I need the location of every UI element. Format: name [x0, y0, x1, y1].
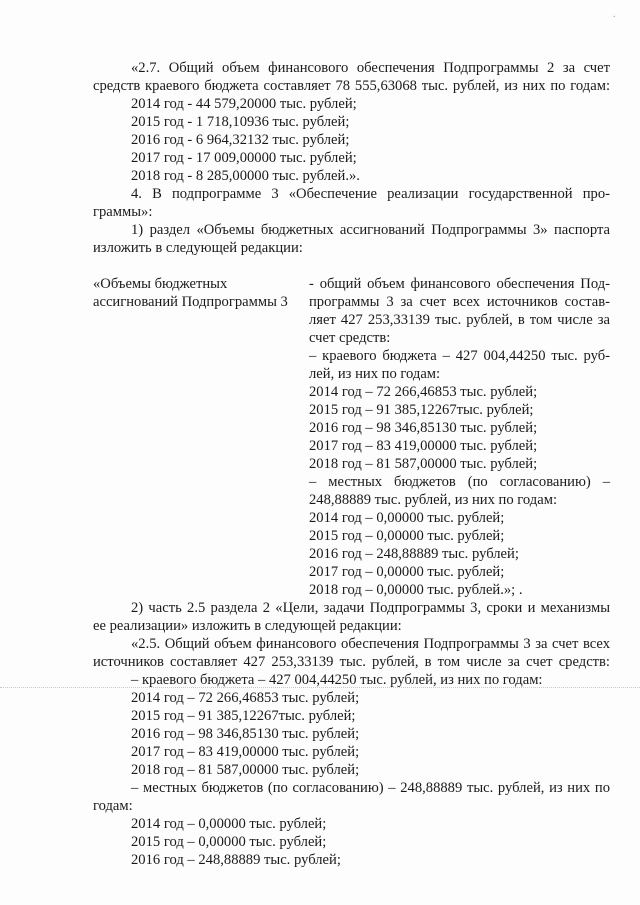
table-right-line: счет средств: [309, 330, 391, 346]
paragraph-2-7-line-2: средств краевого бюджета составляет 78 555,63068 тыс. рублей, из них по годам: [93, 78, 610, 94]
item-4-line-2: граммы»: [93, 204, 153, 220]
local-budget-line-2: годам: [93, 798, 133, 814]
paragraph-2-5-line-2: источников составляет 427 253,33139 тыс. рублей, в том числе за счет средств: [93, 654, 610, 670]
table-right-line: программы 3 за счет всех источников состав- [309, 294, 610, 310]
year-line: 2015 год – 0,00000 тыс. рублей; [131, 834, 327, 850]
paragraph-2-5-line-3: – краевого бюджета – 427 004,44250 тыс. рублей, из них по годам: [131, 672, 543, 688]
table-right-line: – местных бюджетов (по согласованию) – [309, 474, 610, 490]
paragraph-2-7-line-1: «2.7. Общий объем финансового обеспечения Подпрограммы 2 за счет [131, 60, 610, 76]
year-line: 2014 год – 72 266,46853 тыс. рублей; [131, 690, 360, 706]
year-line: 2014 год - 44 579,20000 тыс. рублей; [131, 96, 357, 112]
year-line: 2016 год - 6 964,32132 тыс. рублей; [131, 132, 350, 148]
year-line: 2017 год – 83 419,00000 тыс. рублей; [131, 744, 360, 760]
year-line: 2017 год - 17 009,00000 тыс. рублей; [131, 150, 357, 166]
table-right-line: - общий объем финансового обеспечения Под- [309, 276, 610, 292]
table-right-line: 2018 год – 81 587,00000 тыс. рублей; [309, 456, 538, 472]
table-right-line: 2016 год – 248,88889 тыс. рублей; [309, 546, 519, 562]
paragraph-2-5-line-1: «2.5. Общий объем финансового обеспечения Подпрограммы 3 за счет всех [131, 636, 610, 652]
corner-mark: · [612, 12, 616, 23]
local-budget-line-1: – местных бюджетов (по согласованию) – 248,88889 тыс. рублей, из них по [131, 780, 610, 796]
year-line: 2016 год – 98 346,85130 тыс. рублей; [131, 726, 360, 742]
item-4-line-1: 4. В подпрограмме 3 «Обеспечение реализации государственной про- [131, 186, 610, 202]
table-right-line: 2017 год – 0,00000 тыс. рублей; [309, 564, 505, 580]
table-right-line: 2014 год – 0,00000 тыс. рублей; [309, 510, 505, 526]
table-right-line: лей, из них по годам: [309, 366, 441, 382]
table-right-line: 2016 год – 98 346,85130 тыс. рублей; [309, 420, 538, 436]
table-left-label: «Объемы бюджетных [93, 276, 228, 292]
year-line: 2015 год – 91 385,12267тыс. рублей; [131, 708, 356, 724]
year-line: 2016 год – 248,88889 тыс. рублей; [131, 852, 341, 868]
year-line: 2018 год - 8 285,00000 тыс. рублей.». [131, 168, 360, 184]
table-right-line: – краевого бюджета – 427 004,44250 тыс. руб- [309, 348, 610, 364]
table-left-label: ассигнований Подпрограммы 3 [93, 294, 288, 310]
table-right-line: 2015 год – 91 385,12267тыс. рублей; [309, 402, 534, 418]
scan-artifact-line [0, 687, 640, 688]
table-right-line: 2014 год – 72 266,46853 тыс. рублей; [309, 384, 538, 400]
table-right-line: 248,88889 тыс. рублей, из них по годам: [309, 492, 558, 508]
part-2-intro-line-2: ее реализации» изложить в следующей редакции: [93, 618, 402, 634]
table-right-line: 2015 год – 0,00000 тыс. рублей; [309, 528, 505, 544]
year-line: 2015 год - 1 718,10936 тыс. рублей; [131, 114, 350, 130]
table-right-line: ляет 427 253,33139 тыс. рублей, в том числе за [309, 312, 610, 328]
year-line: 2014 год – 0,00000 тыс. рублей; [131, 816, 327, 832]
table-right-line: 2018 год – 0,00000 тыс. рублей.»; . [309, 582, 523, 598]
item-1-line-1: 1) раздел «Объемы бюджетных ассигнований Подпрограммы 3» паспорта [131, 222, 610, 238]
year-line: 2018 год – 81 587,00000 тыс. рублей; [131, 762, 360, 778]
item-1-line-2: изложить в следующей редакции: [93, 240, 303, 256]
table-right-line: 2017 год – 83 419,00000 тыс. рублей; [309, 438, 538, 454]
part-2-intro-line-1: 2) часть 2.5 раздела 2 «Цели, задачи Подпрограммы 3, сроки и механизмы [131, 600, 610, 616]
